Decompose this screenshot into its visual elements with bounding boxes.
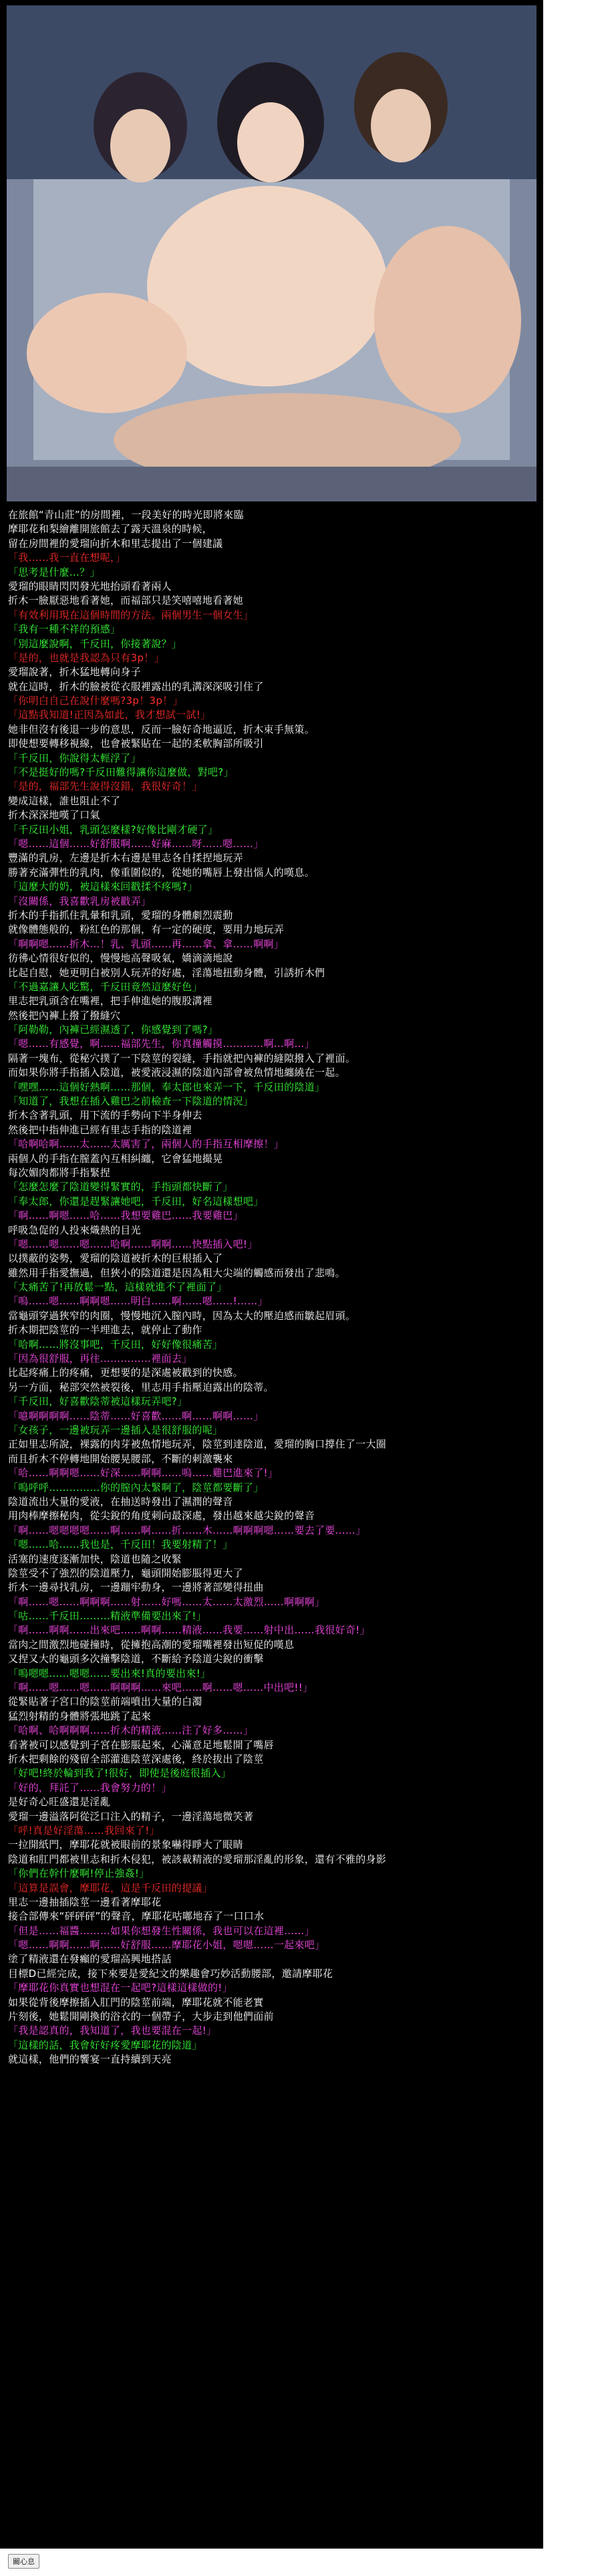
story-line: 勝著充滿彈性的乳肉，像重圍似的，從她的嘴唇上發出惱人的嘆息。: [8, 866, 315, 879]
story-line: 「但是……福醬………如果你想發生性關係，我也可以在這裡……」: [8, 1924, 315, 1937]
story-line: 「有效利用現在這個時間的方法。兩個男生一個女生」: [8, 608, 254, 621]
story-line: 「啊……啊嗯……哈……我想要雞巴……我要雞巴」: [8, 1209, 243, 1222]
story-line: 「千反田，你說得太輕浮了」: [8, 751, 141, 764]
story-line: 雖然用手指愛撫過，但狹小的陰道還是因為粗大尖端的觸感而發出了悲鳴。: [8, 1266, 345, 1279]
story-line: 「啊……嗯嗯嗯嗯……啊……啊……折……木……啊啊啊嗯……要去了要……」: [8, 1524, 366, 1536]
story-line: 當肉之間激烈地碰撞時，從擁抱高潮的愛瑠嘴裡發出短促的嘆息: [8, 1638, 295, 1651]
story-line: 又捏又大的龜頭多次撞擊陰道，不斷給予陰道尖銳的衝擊: [8, 1653, 264, 1665]
story-line: 「千反田，好喜歡陰蒂被這樣玩弄吧?」: [8, 1395, 188, 1408]
story-line: 「嗯……有感覺，啊……福部先生，你真撞觸摸…………啊…啊…」: [8, 1038, 315, 1050]
illustration-placeholder-icon: [7, 5, 537, 501]
story-line: 摩耶花和梨繪離開旅館去了露天溫泉的時候，: [8, 523, 213, 536]
story-line: 「這點我知道!正因為如此，我才想試一試!」: [8, 709, 211, 721]
story-line: 「知道了，我想在插入雞巴之前檢查一下陰道的情況」: [8, 1095, 254, 1108]
story-line: 然後把中指伸進已經有里志手指的陰道裡: [8, 1123, 192, 1136]
story-line: 「啊……嗯……啊啊啊……射……好嗎……太……太激烈……啊啊啊」: [8, 1595, 325, 1608]
story-line: 看著被可以感覺到子宮在膨脹起來，心滿意足地鬆開了嘴唇: [8, 1738, 274, 1751]
story-line: 「思考是什麼…？」: [8, 566, 100, 578]
story-line: 「阿勒勒，內褲已經濕透了，你感覺到了嗎?」: [8, 1024, 218, 1036]
story-line: 「奉太郎，你還是趕緊讓她吧，千反田，好名這樣想吧」: [8, 1195, 264, 1207]
story-line: 「不過嘉讓人吃驚，千反田竟然這麼好色」: [8, 980, 202, 993]
story-line: 當龜頭穿過狹窄的肉圈，慢慢地沉入膣內時，因為太大的壓迫感而皺起眉頭。: [8, 1309, 356, 1322]
story-line: 就像體態般的，粉紅色的那個，有一定的硬度，要用力地玩弄: [8, 923, 285, 936]
story-line: 「嗚嗯嗯……嗯嗯……要出來!真的要出來!」: [8, 1667, 211, 1679]
story-line: 以撲蔽的姿勢，愛瑠的陰道被折木的巨根插入了: [8, 1252, 223, 1265]
story-line: 「哈啊、哈啊啊啊……折木的精液……注了好多……」: [8, 1724, 254, 1737]
story-line: 「啊……啊啊……出來吧……啊啊……精液……我要……射中出……我很好奇!」: [8, 1624, 370, 1637]
story-line: 「怎麼怎麼了陰道變得緊實的，手指頭都快斷了」: [8, 1181, 233, 1193]
story-line: 片刻後，她鬆開剛換的浴衣的一個帶子，大步走到他們面前: [8, 2010, 274, 2023]
story-line: 就這樣，他們的饗宴一直持續到天亮: [8, 2053, 172, 2066]
story-line: 「這算是誤會，摩耶花，這是千反田的提議」: [8, 1881, 213, 1894]
story-line: 折木一臉厭惡地看著她，而福部只是笑嘻嘻地看著她: [8, 594, 243, 607]
story-line: 而如果你將手指插入陰道，被愛液浸濕的陰道內部會被魚情地纏繞在一起。: [8, 1066, 345, 1079]
story-line: 「別這麼說啊，千反田，你接著說？」: [8, 637, 182, 650]
story-line: 陰莖受不了強烈的陰道壓力，龜頭開始膨脹得更大了: [8, 1566, 243, 1579]
story-line: 用肉棒摩擦秘肉，從尖銳的角度刺向最深處，發出越來越尖銳的聲音: [8, 1510, 315, 1522]
story-line: 「我有一種不祥的預感」: [8, 623, 121, 636]
story-line: 一拉開紙門，摩耶花就被眼前的景象嚇得睜大了眼睛: [8, 1839, 243, 1851]
story-line: 隔著一塊布，從秘穴撲了一下陰莖的裂縫，手指就把內褲的縫隙撥入了裡面。: [8, 1052, 356, 1064]
story-line: 她非但沒有後退一步的意思，反而一臉好奇地逼近，折木束手無策。: [8, 723, 315, 735]
story-line: 比起自慰，她更明白被別人玩弄的好處，淫蕩地扭動身體，引誘折木們: [8, 966, 325, 979]
footer: [8, 2554, 39, 2569]
story-line: 從緊貼著子宮口的陰莖前端噴出大量的白濁: [8, 1695, 202, 1708]
story-line: 如果從背後摩擦插入肛門的陰莖前端，摩耶花就不能老實: [8, 1996, 264, 2008]
story-line: 陰道和肛門都被里志和折木侵犯，被該載精液的愛瑠那淫亂的形象，還有不雅的身影: [8, 1853, 387, 1865]
story-line: 「好吧!終於輪到我了!很好，即使是後庭很插入」: [8, 1767, 231, 1780]
story-line: 另一方面，秘部突然被裂後，里志用手指壓迫露出的陰蒂。: [8, 1381, 274, 1393]
story-line: 「嗯……這個……好舒服啊……好麻……呀……嗯……」: [8, 837, 264, 850]
story-line: 「這樣的話，我會好好疼愛摩耶花的陰道」: [8, 2038, 202, 2051]
story-line: 「是的，福部先生說得沒錯，我很好奇！」: [8, 780, 202, 793]
story-line: 愛瑠的眼睛閃閃發光地抬頭看著兩人: [8, 580, 172, 592]
story-line: 「摩耶花你真實也想混在一起吧?這樣這樣做的!」: [8, 1982, 233, 1994]
story-line: 呼吸急促的人投來熾熱的目光: [8, 1223, 141, 1236]
story-line: 留在房間裡的愛瑠向折木和里志提出了一個建議: [8, 537, 223, 550]
story-line: 彷彿心情很好似的，慢慢地高聲吸氣，嬌滴滴地說: [8, 952, 233, 965]
story-line: 「太痛苦了!再放鬆一點，這樣就進不了裡面了」: [8, 1281, 227, 1294]
story-line: 即使想要轉移視線，也會被緊貼在一起的柔軟胸部所吸引: [8, 737, 264, 750]
story-line: 折木含著乳頭，用下流的手勢向下半身伸去: [8, 1109, 202, 1122]
story-line: 接合部傳來“砰砰砰”的聲音，摩耶花咕嘟地吞了一口口水: [8, 1910, 265, 1923]
story-line: 「啊啊嗯……折木…！乳、乳頭……再……拿、拿……啊啊」: [8, 937, 285, 950]
story-line: 兩個人的手指在膣蓋內互相糾纏，它會猛地撮晃: [8, 1152, 223, 1165]
story-line: 折木的手指抓住乳暈和乳頭，愛瑠的身體劇烈震動: [8, 909, 233, 921]
story-line: 「不是挺好的嗎?千反田難得讓你這麼做，對吧?」: [8, 766, 234, 779]
story-line: 「你們在幹什麼啊!停止強姦!」: [8, 1867, 150, 1880]
story-line: 「女孩子，一邊被玩弄一邊插入是很舒服的呢」: [8, 1424, 223, 1436]
story-line: 「哈啊哈啊……太……太厲害了，兩個人的手指互相摩擦！」: [8, 1138, 285, 1151]
story-line: 比起疼痛上的疼痛，更想要的是深處被戳到的快感。: [8, 1367, 243, 1379]
story-line: 陰道流出大量的愛液，在抽送時發出了濕潤的聲音: [8, 1495, 233, 1508]
story-line: 「千反田小姐，乳頭怎麼樣?好像比剛才硬了」: [8, 823, 218, 836]
story-line: 目標D已經完成，接下來要是愛紀文的樂趣會巧妙活動腰部，邀請摩耶花: [8, 1967, 333, 1980]
story-line: 「好的，拜託了……我會努力的！」: [8, 1781, 172, 1794]
story-line: 折木深深地嘆了口氣: [8, 809, 100, 822]
story-line: 愛瑠一邊溢落阿從泛口注入的精子，一邊淫蕩地微笑著: [8, 1810, 254, 1823]
close-button[interactable]: 關心息: [8, 2554, 39, 2569]
story-line: 就在這時，折木的臉被從衣服裡露出的乳溝深深吸引住了: [8, 680, 264, 693]
story-line: 折木把剩餘的殘留全部灌進陰莖深處後，終於拔出了陰莖: [8, 1752, 264, 1765]
story-line: 「嗯……哈……我也是，千反田！我要射精了！」: [8, 1538, 233, 1551]
story-line: 「呼!真是好淫蕩……我回來了!」: [8, 1824, 160, 1837]
story-line: 「嗯……啊啊……啊……好舒服……摩耶花小姐，嗯嗯……一起來吧」: [8, 1939, 325, 1952]
story-line: 「啊……嗯……嗯……啊啊啊……來吧……啊……嗯……中出吧!!」: [8, 1681, 313, 1694]
story-line: 每次媚肉都將手指緊捏: [8, 1166, 111, 1179]
story-line: 然後把內褲上撥了撥縫穴: [8, 1009, 121, 1022]
story-line: 在旅館“青山莊”的房間裡，一段美好的時光即將來臨: [8, 509, 244, 521]
story-line: 折木一邊尋找乳房，一邊蹦牢動身，一邊將著部變得扭曲: [8, 1581, 264, 1594]
story-text: [8, 508, 539, 2067]
story-line: 「因為很舒服，再往……………裡面去」: [8, 1353, 192, 1365]
story-line: 變成這樣，誰也阻止不了: [8, 794, 121, 807]
story-line: 「咕……千反田………精液準備要出來了!」: [8, 1610, 207, 1623]
story-line: 「嗯……嗯……嗯……哈啊……啊啊……快點插入吧!」: [8, 1238, 258, 1250]
story-line: 愛瑠說著，折木猛地轉向身子: [8, 666, 141, 679]
story-line: 「你明白自己在說什麼嗎?3p！3p！」: [8, 695, 183, 707]
story-line: 里志一邊抽插陰莖一邊看著摩耶花: [8, 1895, 162, 1908]
story-line: 「嗚呼呼……………你的膣內太緊啊了，陰莖都要斷了」: [8, 1481, 264, 1494]
story-line: 「是的，也就是我認為只有3p！」: [8, 651, 164, 664]
story-line: 「沒關係，我喜歡乳房被戳弄」: [8, 895, 152, 907]
story-line: 里志把乳頭含在嘴裡，把手伸進她的腹股溝裡: [8, 995, 213, 1008]
story-line: 豐滿的乳房，左邊是折木右邊是里志各自揉捏地玩弄: [8, 852, 243, 864]
story-line: 是好奇心旺盛還是淫亂: [8, 1796, 111, 1808]
story-line: 猛烈射精的身體將張地跳了起來: [8, 1710, 152, 1722]
story-line: 「嗚……嗯……啊啊嗯……明白……啊……嗯……!……」: [8, 1295, 268, 1308]
story-line: 「嘿嘿……這個好熱啊……那個，奉太郎也來弄一下，千反田的陰道」: [8, 1080, 325, 1093]
story-line: 「哈啊……將沒事吧，千反田，好好像很痛苦」: [8, 1338, 223, 1351]
story-line: 「噫啊啊啊啊……陰蒂……好喜歡……啊……啊啊……」: [8, 1409, 264, 1422]
story-line: 正如里志所說，裸露的肉芽被魚情地玩弄，陰莖到達陰道，愛瑠的胸口撐住了一大圈: [8, 1438, 387, 1451]
story-line: 「我是認真的，我知道了，我也要混在一起!」: [8, 2024, 217, 2037]
story-line: 塗了精液還在發癲的愛瑠高興地搭話: [8, 1953, 172, 1966]
story-line: 而且折木不停轉地開始腰晃腰部，不斷的刺激襲來: [8, 1452, 233, 1465]
illustration-image: [7, 5, 537, 501]
story-line: 折木期把陰莖的一半埋進去，就停止了動作: [8, 1324, 202, 1336]
story-line: 活塞的速度逐漸加快，陰道也隨之收緊: [8, 1552, 182, 1565]
story-line: 「我……我一直在想呢，」: [8, 552, 126, 564]
story-line: 「哈……啊啊嗯……好深……啊啊……嗚……雞巴進來了!」: [8, 1467, 279, 1480]
story-line: 「這麼大的奶，被這樣來回戳揉不疼嗎?」: [8, 881, 198, 893]
